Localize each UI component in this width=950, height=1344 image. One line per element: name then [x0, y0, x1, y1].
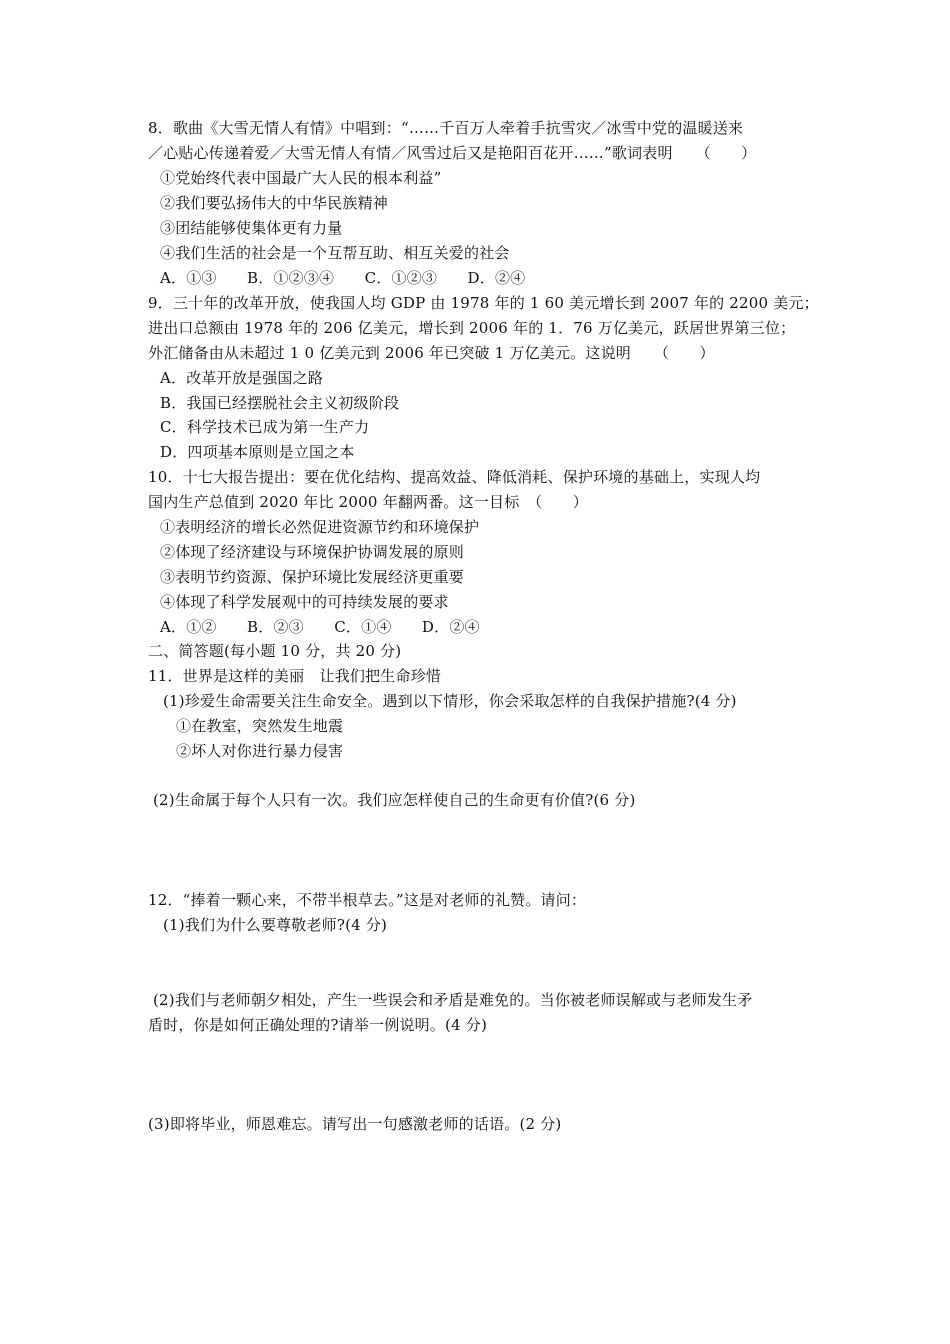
- q12-title: 12．“捧着一颗心来，不带半根草去。”这是对老师的礼赞。请问：: [148, 891, 587, 909]
- q10-option-3: ③表明节约资源、保护环境比发展经济更重要: [160, 568, 465, 586]
- q10-option-4: ④体现了科学发展观中的可持续发展的要求: [160, 593, 449, 611]
- q11-part-1-item-b: ②坏人对你进行暴力侵害: [176, 742, 344, 760]
- q8-option-3: ③团结能够使集体更有力量: [160, 219, 343, 237]
- q12-part-1: (1)我们为什么要尊敬老师?(4 分): [163, 916, 388, 934]
- q12-part-2-line1: (2)我们与老师朝夕相处，产生一些误会和矛盾是难免的。当你被老师误解或与老师发生矛: [153, 991, 753, 1009]
- q11-part-1: (1)珍爱生命需要关注生命安全。遇到以下情形，你会采取怎样的自我保护措施?(4 分): [163, 692, 737, 710]
- q9-option-b: B．我国已经摆脱社会主义初级阶段: [160, 394, 400, 412]
- q9-stem-line1: 9．三十年的改革开放，使我国人均 GDP 由 1978 年的 1 60 美元增长到 2007 年的 2200 美元；: [148, 294, 819, 312]
- q10-stem-line2: 国内生产总值到 2020 年比 2000 年翻两番。这一目标 （ ）: [148, 493, 588, 511]
- q11-part-2: (2)生命属于每个人只有一次。我们应怎样使自己的生命更有价值?(6 分): [153, 791, 636, 809]
- q8-option-2: ②我们要弘扬伟大的中华民族精神: [160, 194, 389, 212]
- q12-part-2-line2: 盾时，你是如何正确处理的?请举一例说明。(4 分): [148, 1016, 488, 1034]
- section-heading: 二、简答题(每小题 10 分，共 20 分): [148, 642, 402, 660]
- q11-title: 11．世界是这样的美丽 让我们把生命珍惜: [148, 667, 442, 685]
- q8-option-1: ①党始终代表中国最广大人民的根本利益”: [160, 169, 442, 187]
- q8-choices: A．①③ B．①②③④ C．①②③ D．②④: [160, 269, 526, 287]
- q12-part-3: (3)即将毕业，师恩难忘。请写出一句感激老师的话语。(2 分): [148, 1115, 562, 1133]
- q9-option-d: D．四项基本原则是立国之本: [160, 443, 355, 461]
- q10-choices: A．①② B．②③ C．①④ D．②④: [160, 618, 480, 636]
- q9-option-a: A．改革开放是强国之路: [160, 369, 324, 387]
- q8-stem-line2: ／心贴心传递着爱／大雪无情人有情／风雪过后又是艳阳百花开……”歌词表明 （ ）: [148, 144, 757, 162]
- q11-part-1-item-a: ①在教室，突然发生地震: [176, 717, 344, 735]
- q9-stem-line3: 外汇储备由从未超过 1 0 亿美元到 2006 年已突破 1 万亿美元。这说明 （ ）: [148, 344, 715, 362]
- q8-option-4: ④我们生活的社会是一个互帮互助、相互关爱的社会: [160, 244, 510, 262]
- q8-stem-line1: 8．歌曲《大雪无情人有情》中唱到：“……千百万人牵着手抗雪灾／冰雪中党的温暖送来: [148, 119, 744, 137]
- q10-stem-line1: 10．十七大报告提出：要在优化结构、提高效益、降低消耗、保护环境的基础上，实现人均: [148, 468, 761, 486]
- q10-option-2: ②体现了经济建设与环境保护协调发展的原则: [160, 543, 465, 561]
- q10-option-1: ①表明经济的增长必然促进资源节约和环境保护: [160, 518, 480, 536]
- q9-stem-line2: 进出口总额由 1978 年的 206 亿美元，增长到 2006 年的 1．76 万亿美元，跃居世界第三位；: [148, 319, 796, 337]
- q9-option-c: C．科学技术已成为第一生产力: [160, 418, 370, 436]
